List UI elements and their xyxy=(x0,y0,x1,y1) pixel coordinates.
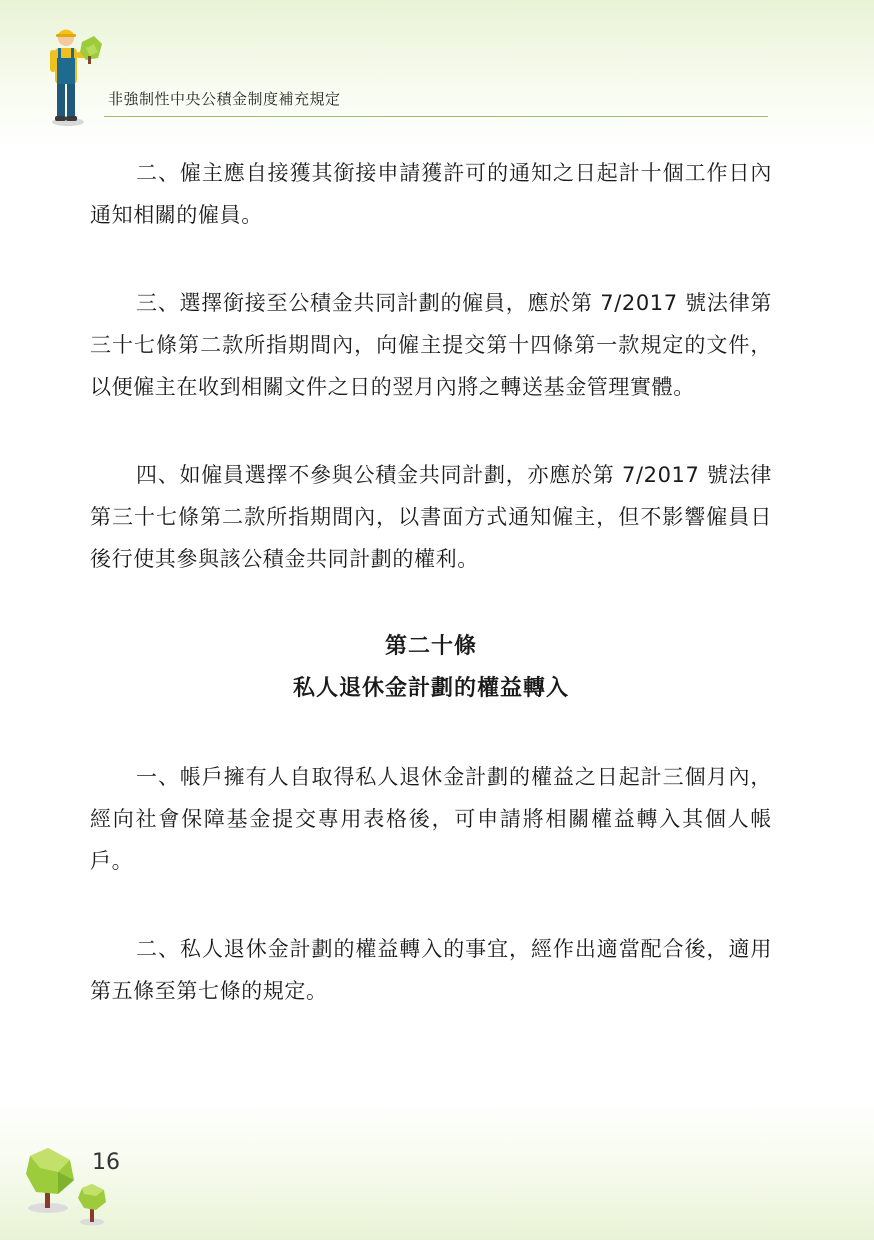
paragraph-1: 二、僱主應自接獲其銜接申請獲許可的通知之日起計十個工作日內通知相關的僱員。 xyxy=(90,161,772,227)
document-header-title: 非強制性中央公積金制度補充規定 xyxy=(108,90,341,108)
header-divider xyxy=(104,116,768,117)
article-title: 私人退休金計劃的權益轉入 xyxy=(292,676,569,701)
footer-background xyxy=(0,1100,874,1240)
paragraph-2: 三、選擇銜接至公積金共同計劃的僱員，應於第 7/2017 號法律第三十七條第二款所指期間內，向僱主提交第十四條第一款規定的文件，以便僱主在收到相關文件之日的翌月內將之轉送基金管理實體。 xyxy=(90,291,772,399)
article-heading xyxy=(90,626,772,710)
paragraph-3: 四、如僱員選擇不參與公積金共同計劃，亦應於第 7/2017 號法律第三十七條第二款所指期間內，以書面方式通知僱主，但不影響僱員日後行使其參與該公積金共同計劃的權利。 xyxy=(90,463,772,571)
paragraph-5: 二、私人退休金計劃的權益轉入的事宜，經作出適當配合後，適用第五條至第七條的規定。 xyxy=(90,937,772,1003)
page-number: 16 xyxy=(92,1150,120,1175)
worker-icon xyxy=(44,22,104,132)
header-background xyxy=(0,0,874,150)
page-content xyxy=(90,152,772,1058)
paragraph-4: 一、帳戶擁有人自取得私人退休金計劃的權益之日起計三個月內，經向社會保障基金提交專用表格後，可申請將相關權益轉入其個人帳戶。 xyxy=(90,765,772,873)
article-number: 第二十條 xyxy=(384,634,477,659)
